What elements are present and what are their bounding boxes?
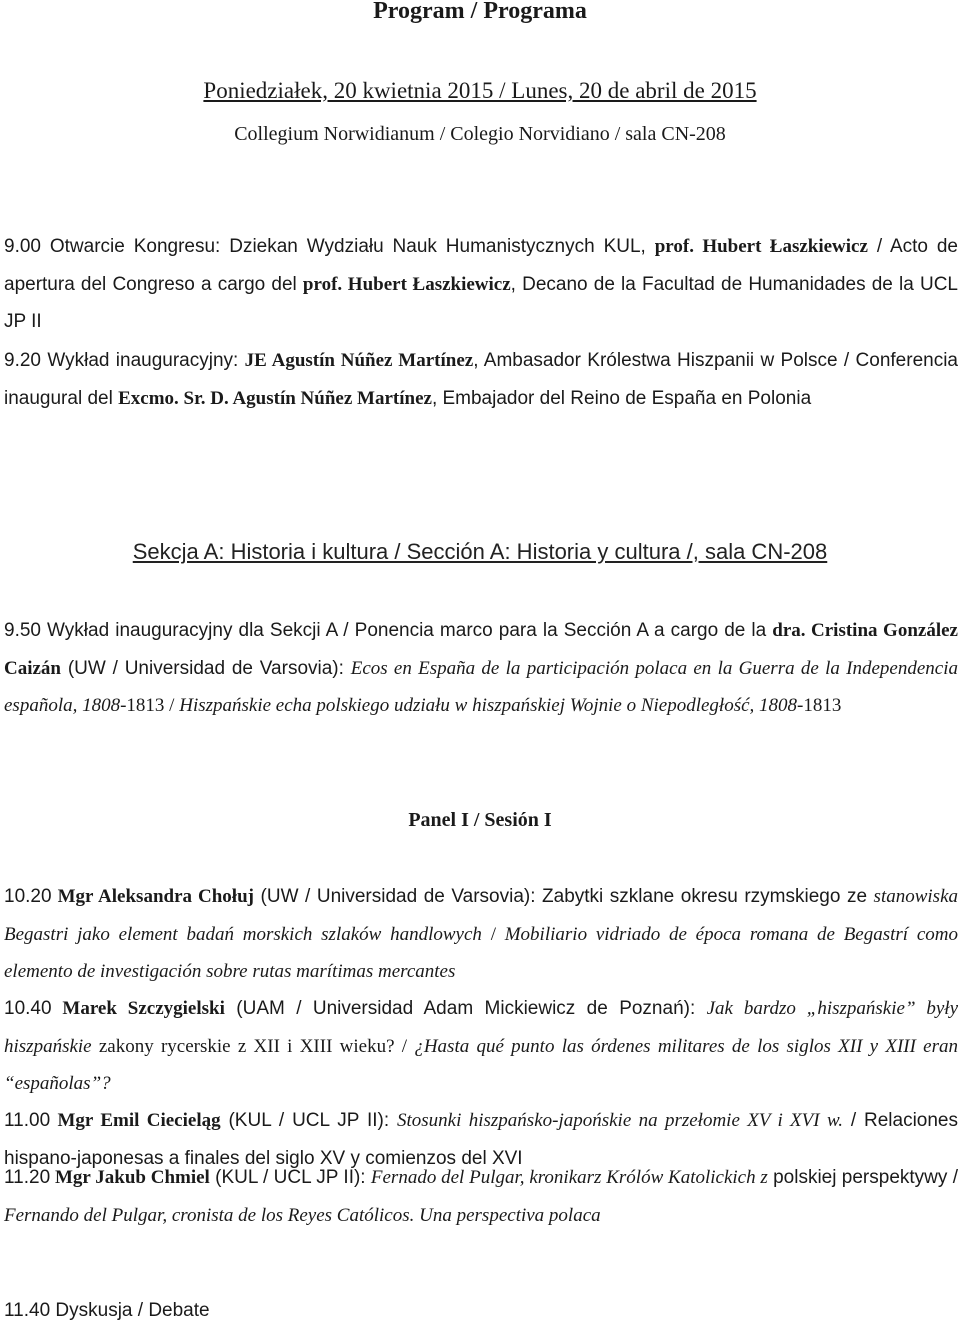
opening-text-1: Otwarcie Kongresu: Dziekan Wydziału Nauk Humanistycznych KUL, — [40, 236, 655, 257]
talk-entry — [4, 990, 958, 1103]
section-lecture-time: 9.50 — [4, 620, 41, 641]
inaugural-time: 9.20 — [4, 350, 41, 371]
talk-text — [52, 998, 63, 1019]
inaugural-text-1: Wykład inauguracyjny: — [40, 350, 245, 371]
inaugural-entry — [4, 342, 958, 417]
talk-title-es-plain: / Relaciones hispano-japonesas a finales del siglo XV y comienzos del XVI — [4, 1110, 958, 1169]
section-lecture-speaker: dra. Cristina González Caizán — [4, 620, 958, 679]
discussion-entry: 11.40 Dyskusja / Debate — [4, 1300, 210, 1321]
section-lecture-affiliation: (UW / Universidad de Varsovia): — [61, 657, 351, 679]
section-a-heading: Sekcja A: Historia i kultura / Sección A: Historia y cultura /, sala CN-208 — [132, 539, 828, 564]
talk-separator: / — [481, 923, 505, 945]
section-lecture-entry — [4, 612, 958, 725]
opening-text-3: , Decano de la Facultad de Humanidades de la UCL JP II — [4, 273, 958, 332]
opening-time: 9.00 — [4, 236, 41, 257]
talk-time: 11.20 — [4, 1167, 51, 1188]
inaugural-text-2: , Ambasador Królestwa Hiszpanii w Polsce / Conferencia inaugural del — [4, 350, 958, 409]
opening-speaker-es: prof. Hubert Łaszkiewicz — [302, 273, 511, 295]
talk-title-es: Mobiliario vidriado de época romana de Begastrí como elemento de investigación sobre rutas marítimas mercantes — [4, 923, 958, 982]
inaugural-speaker-pl: JE Agustín Núñez Martínez — [244, 350, 474, 371]
talk-time: 11.00 — [4, 1110, 51, 1131]
section-lecture-text-1: Wykład inauguracyjny dla Sekcji A / Ponencia marco para la Sección A a cargo de la — [40, 620, 773, 641]
talk-speaker: Marek Szczygielski — [62, 998, 225, 1019]
talk-title-es: ¿Hasta qué punto las órdenes militares de los siglos XII y XIII eran “españolas”? — [4, 1035, 959, 1094]
talk-title-pl: Stosunki hiszpańsko-japońskie na przełomie XV i XVI w. — [397, 1110, 843, 1131]
talk-title-es: Fernando del Pulgar, cronista de los Reyes Católicos. Una perspectiva polaca — [4, 1204, 601, 1226]
talk-speaker: Mgr Jakub Chmiel — [54, 1167, 210, 1188]
venue-line: Collegium Norwidianum / Colegio Norvidiano / sala CN-208 — [234, 123, 726, 145]
page-title: Program / Programa — [373, 0, 587, 24]
section-lecture-title-pl: Hiszpańskie echa polskiego udziału w hiszpańskiej Wojnie o Niepodległość, 1808 — [179, 695, 798, 716]
talk-affiliation: (KUL / UCL JP II): — [209, 1167, 371, 1188]
section-lecture-text-3: -1813 / — [120, 695, 180, 716]
talk-separator: zakony rycerskie z XII i XIII wieku? / — [91, 1035, 415, 1057]
date-line: Poniedziałek, 20 kwietnia 2015 / Lunes, 20 de abril de 2015 — [203, 78, 757, 103]
talk-affiliation: (UW / Universidad de Varsovia): Zabytki szklane okresu rzymskiego ze — [253, 886, 874, 907]
panel-heading: Panel I / Sesión I — [408, 809, 552, 831]
talk-speaker: Mgr Emil Ciecieląg — [57, 1110, 221, 1131]
opening-text-2: / Acto de apertura del Congreso a cargo del — [4, 236, 958, 295]
talk-entry — [4, 1159, 958, 1234]
inaugural-text-3: , Embajador del Reino de España en Polonia — [431, 387, 812, 409]
talk-affiliation: (KUL / UCL JP II): — [220, 1110, 397, 1131]
talk-speaker: Mgr Aleksandra Chołuj — [57, 886, 254, 907]
opening-entry — [4, 228, 958, 341]
talk-time: 10.20 — [4, 886, 52, 907]
section-lecture-title-es: Ecos en España de la participación polaca en la Guerra de la Independencia española, 1808 — [4, 657, 958, 716]
talk-title-pl: Fernado del Pulgar, kronikarz Królów Katolickich z — [370, 1167, 768, 1188]
opening-speaker-pl: prof. Hubert Łaszkiewicz — [654, 236, 868, 257]
talk-time: 10.40 — [4, 998, 52, 1019]
talk-separator: polskiej perspektywy / — [767, 1167, 958, 1188]
talk-title-pl: Jak bardzo „hiszpańskie” były hiszpańskie — [4, 998, 959, 1057]
talk-title-pl: stanowiska Begastri jako element badań morskich szlaków handlowych — [4, 886, 958, 945]
talk-entry — [4, 878, 958, 991]
talk-affiliation: (UAM / Universidad Adam Mickiewicz de Poznań): — [224, 998, 707, 1019]
inaugural-speaker-es: Excmo. Sr. D. Agustín Núñez Martínez — [118, 387, 432, 409]
section-lecture-text-4: -1813 — [797, 695, 842, 716]
